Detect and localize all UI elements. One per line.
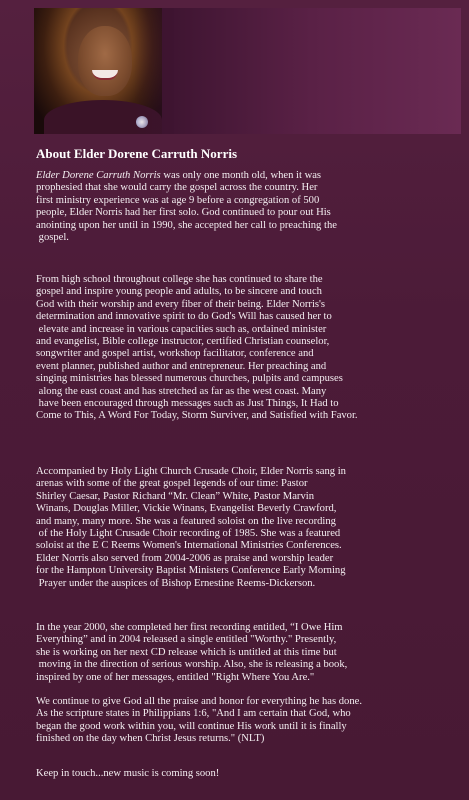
text-line: arenas with some of the great gospel legends of our time: Pastor	[36, 478, 308, 490]
text-line: singing ministries has blessed numerous churches, pulpits and campuses	[36, 373, 343, 385]
text-line: Prayer under the auspices of Bishop Ernestine Reems-Dickerson.	[36, 577, 316, 589]
text-line: prophesied that she would carry the gospel across the country. Her	[36, 182, 318, 194]
bio-paragraph-1-line-0	[36, 170, 468, 182]
portrait-face	[78, 26, 132, 96]
text-line: for the Hampton University Baptist Ministers Conference Early Morning	[36, 565, 346, 577]
bio-paragraph-5	[36, 696, 468, 746]
text-line: Elder Norris also served from 2004-2006 as praise and worship leader	[36, 552, 334, 564]
text-line: people, Elder Norris had her first solo. God continued to pour out His	[36, 207, 331, 219]
page-title: About Elder Dorene Carruth Norris	[36, 146, 238, 161]
text-line: elevate and increase in various capacities such as, ordained minister	[36, 323, 327, 335]
text-line: determination and innovative spirit to do God's Will has caused her to	[36, 311, 332, 323]
text-line: gospel.	[36, 232, 69, 244]
text-line: inspired by one of her messages, entitled "Right Where You Are."	[36, 671, 315, 683]
bio-lead-rest: was only one month old, when it was	[160, 170, 322, 181]
text-line: of the Holy Light Crusade Choir recording of 1985. She was a featured	[36, 528, 341, 540]
text-line: first ministry experience was at age 9 before a congregation of 500	[36, 194, 320, 206]
bio-paragraph-2	[36, 274, 468, 423]
bio-paragraph-6	[36, 768, 468, 780]
text-line: event planner, published author and entrepreneur. Her preaching and	[36, 360, 327, 372]
text-line: began the good work within you, will continue His work until it is finally	[36, 720, 347, 732]
text-line: From high school throughout college she has continued to share the	[36, 274, 323, 285]
text-line: Winans, Douglas Miller, Vickie Winans, Evangelist Beverly Crawford,	[36, 503, 337, 515]
text-line: We continue to give God all the praise and honor for everything he has done.	[36, 696, 362, 707]
text-line: In the year 2000, she completed her first recording entitled, “I Owe Him	[36, 622, 343, 633]
text-line: Everything” and in 2004 released a single entitled "Worthy." Presently,	[36, 634, 337, 646]
header-banner	[34, 8, 461, 134]
bio-paragraph-3	[36, 466, 468, 590]
text-line: songwriter and gospel artist, workshop facilitator, conference and	[36, 348, 314, 360]
text-line: along the east coast and has stretched as far as the west coast. Many	[36, 385, 327, 397]
text-line: As the scripture states in Philippians 1:6, "And I am certain that God, who	[36, 708, 351, 720]
bio-paragraph-4	[36, 622, 468, 684]
text-line: and many, many more. She was a featured soloist on the live recording	[36, 515, 336, 527]
bio-lead-name: Elder Dorene Carruth Norris	[36, 170, 161, 181]
text-line: Shirley Caesar, Pastor Richard “Mr. Clean” White, Pastor Marvin	[36, 490, 314, 502]
text-line: she is working on her next CD release which is untitled at this time but	[36, 646, 337, 658]
text-line: God with their worship and every fiber of their being. Elder Norris's	[36, 298, 326, 310]
text-line: anointing upon her until in 1990, she accepted her call to preaching the	[36, 219, 337, 231]
text-line: moving in the direction of serious worship. Also, she is releasing a book,	[36, 659, 348, 671]
text-line: soloist at the E C Reems Women's International Ministries Conferences.	[36, 540, 342, 552]
text-line: finished on the day when Christ Jesus returns." (NLT)	[36, 733, 265, 745]
text-line: gospel and inspire young people and adults, to be sincere and touch	[36, 286, 322, 298]
text-line: have been encouraged through messages such as Just Things, It Had to	[36, 398, 339, 410]
text-line: Come to This, A Word For Today, Storm Surviver, and Satisfied with Favor.	[36, 410, 358, 422]
banner-fade	[134, 8, 174, 134]
text-line: and evangelist, Bible college instructor, certified Christian counselor,	[36, 336, 330, 348]
text-line: Keep in touch...new music is coming soon!	[36, 768, 220, 779]
text-line: Accompanied by Holy Light Church Crusade Choir, Elder Norris sang in	[36, 466, 346, 477]
bio-paragraph-1	[36, 170, 468, 244]
